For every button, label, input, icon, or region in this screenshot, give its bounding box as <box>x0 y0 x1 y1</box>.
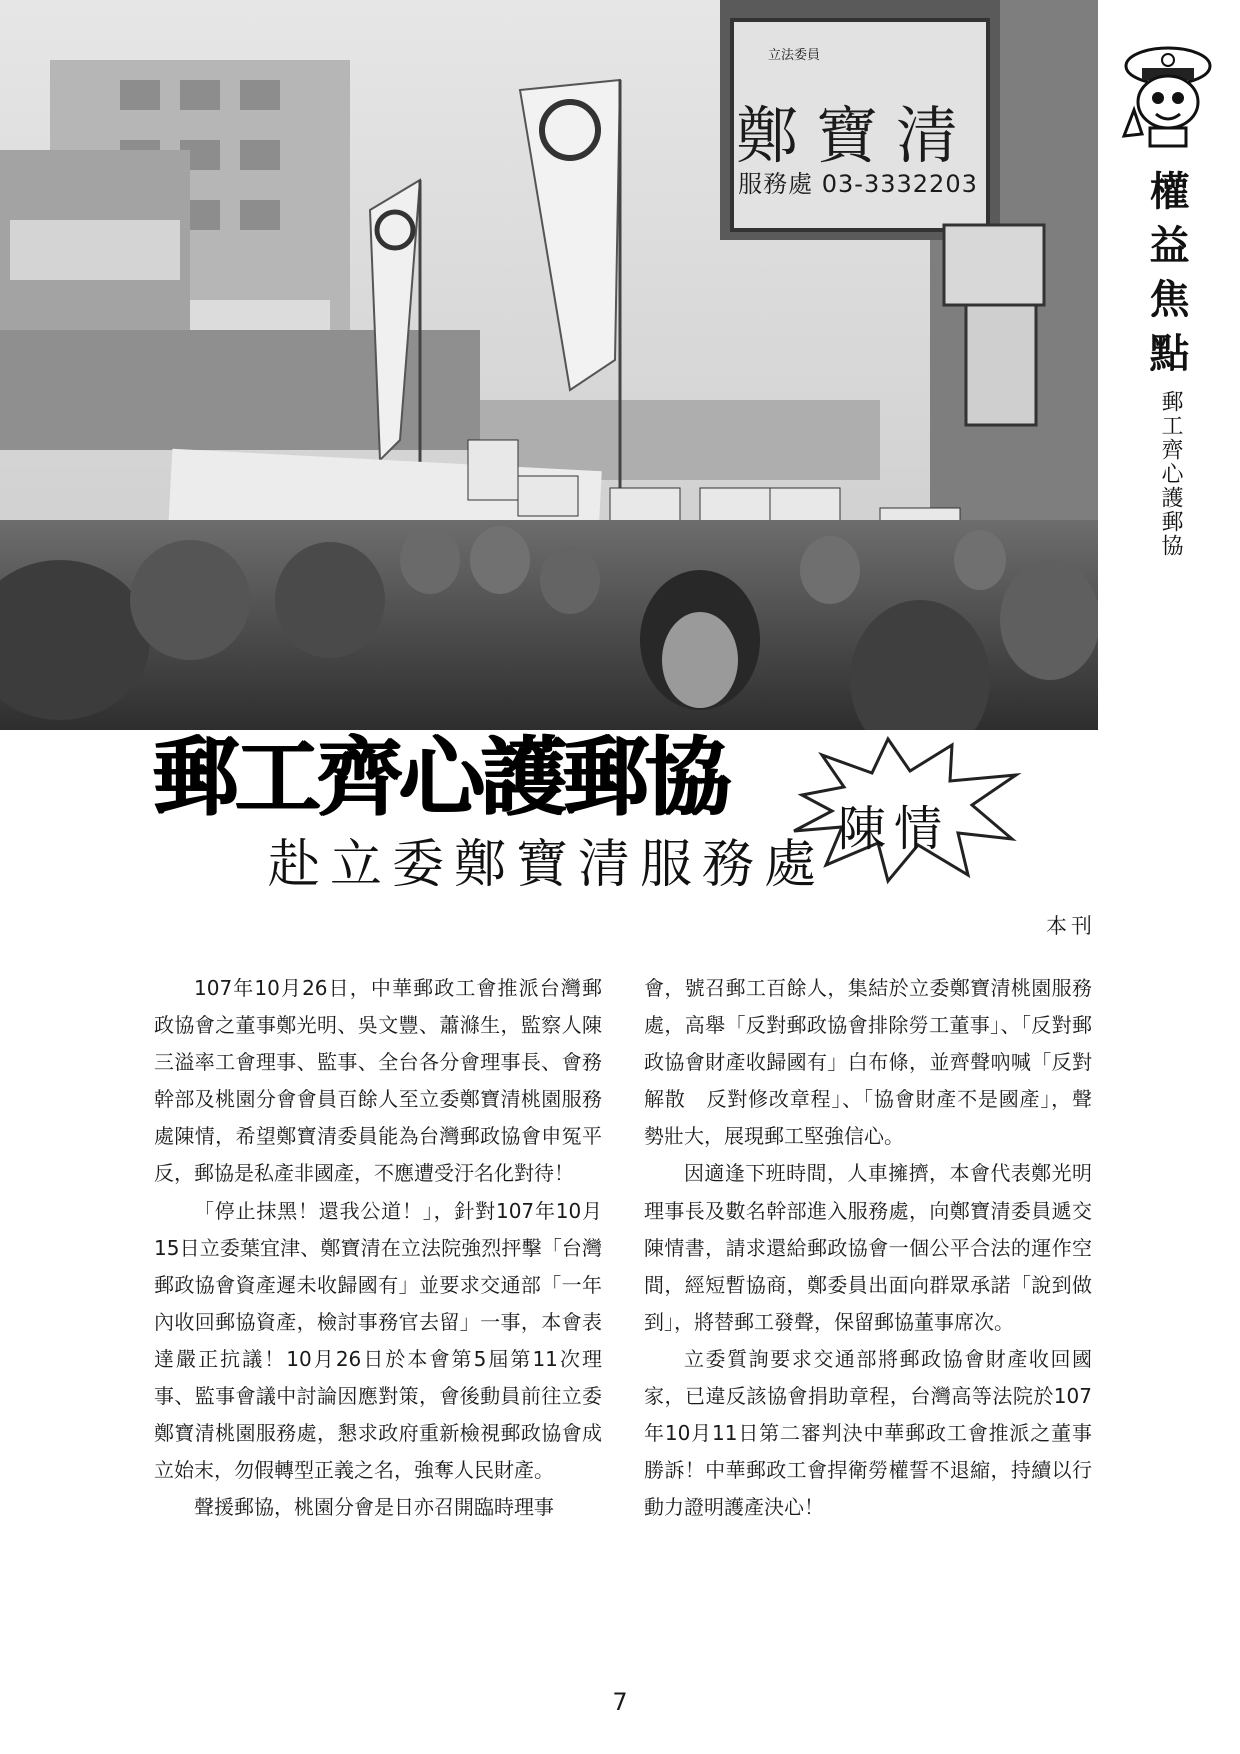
postman-mascot-icon <box>1120 40 1216 154</box>
sign-phone-text: 服務處 03-3332203 <box>738 170 978 198</box>
article-headline: 郵工齊心護郵協 <box>152 727 726 828</box>
paragraph: 聲援郵協，桃園分會是日亦召開臨時理事 <box>194 1495 554 1520</box>
article-subheadline: 赴立委鄭寶清服務處 <box>268 835 827 895</box>
burst-label: 陳情 <box>838 801 951 857</box>
byline: 本刊 <box>1046 914 1096 938</box>
section-title: 權益焦點 <box>1143 170 1190 386</box>
sign-role-text: 立法委員 <box>768 48 821 63</box>
page-number: 7 <box>612 1688 628 1716</box>
paragraph: 立委質詢要求交通部將郵政協會財產收回國家，已違反該協會捐助章程，台灣高等法院於107年10月11日第二審判決中華郵政工會推派之董事勝訴！中華郵政工會捍衛勞權誓不退縮，持續以行動力證明護產決心！ <box>644 1346 1092 1520</box>
paragraph: 會，號召郵工百餘人，集結於立委鄭寶清桃園服務處，高舉「反對郵政協會排除勞工董事」、「反對郵政協會財產收歸國有」白布條，並齊聲吶喊「反對解散 反對修改章程」、「協會財產不是國產」，聲勢壯大，展現郵工堅強信心。 <box>644 976 1092 1149</box>
paragraph: 因適逢下班時間，人車擁擠，本會代表鄭光明理事長及數名幹部進入服務處，向鄭寶清委員遞交陳情書，請求還給郵政協會一個公平合法的運作空間，經短暫協商，鄭委員出面向群眾承諾「說到做到」，將替郵工發聲，保留郵協董事席次。 <box>644 1161 1092 1334</box>
article-column-left <box>154 970 602 1526</box>
protest-photo <box>0 0 1098 730</box>
sign-name-text: 鄭寶清 <box>736 99 977 172</box>
paragraph: 「停止抹黑！還我公道！」，針對107年10月15日立委葉宜津、鄭寶清在立法院強烈抨擊「台灣郵政協會資產遲未收歸國有」並要求交通部「一年內收回郵協資產，檢討事務官去留」一事，本會表達嚴正抗議！10月26日於本會第5屆第11次理事、監事會議中討論因應對策，會後動員前往立委鄭寶清桃園服務處，懇求政府重新檢視郵政協會成立始末，勿假轉型正義之名，強奪人民財產。 <box>154 1198 602 1483</box>
paragraph: 107年10月26日，中華郵政工會推派台灣郵政協會之董事鄭光明、吳文豐、蕭滌生，監察人陳三溢率工會理事、監事、全台各分會理事長、會務幹部及桃園分會會員百餘人至立委鄭寶清桃園服務處陳情，希望鄭寶清委員能為台灣郵政協會申冤平反，郵協是私產非國產，不應遭受汙名化對待！ <box>154 976 602 1186</box>
article-column-right <box>644 970 1092 1526</box>
section-subtitle: 郵工齊心護郵協 <box>1158 390 1183 558</box>
